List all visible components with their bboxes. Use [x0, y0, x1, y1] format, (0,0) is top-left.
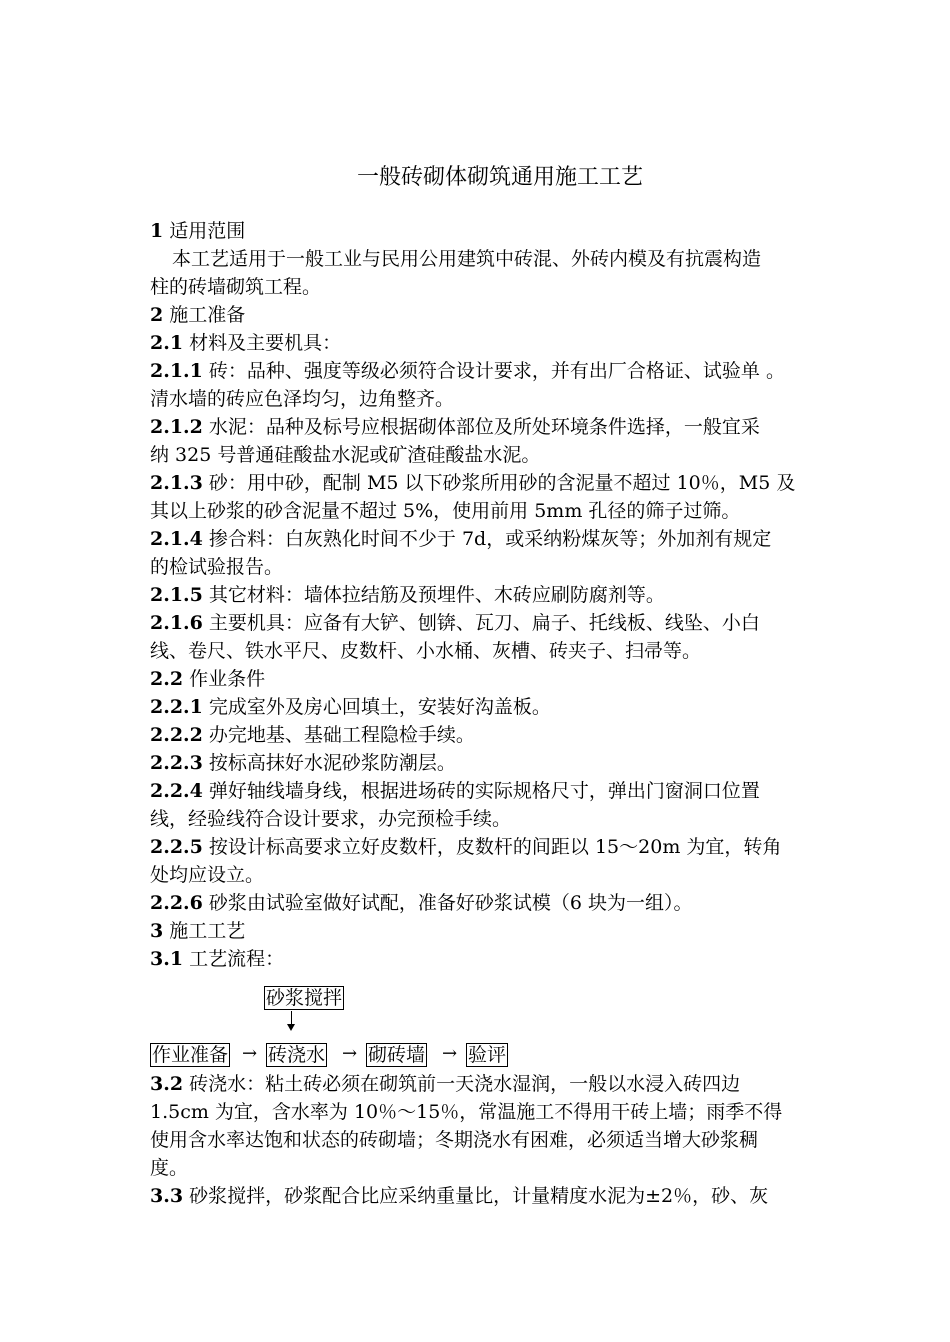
section-number: 3.1: [150, 948, 184, 970]
flow-down-arrow-line: [291, 1011, 292, 1025]
section-number: 1: [150, 220, 164, 242]
line-text: 线，经验线符合设计要求，办完预检手续。: [150, 808, 512, 830]
text-line: [150, 273, 870, 301]
line-text: 砂：用中砂，配制 M5 以下砂浆所用砂的含泥量不超过 10％，M5 及: [202, 472, 796, 494]
section-number: 2.1.1: [150, 360, 203, 382]
section-number: 2.1.5: [150, 584, 203, 606]
section-number: 3.2: [150, 1073, 184, 1095]
text-line: [150, 1154, 870, 1182]
text-line: [172, 245, 892, 273]
line-text: 线、卷尺、铁水平尺、皮数杆、小水桶、灰槽、砖夹子、扫帚等。: [150, 640, 702, 662]
text-line: [150, 1070, 870, 1098]
text-line: [150, 777, 870, 805]
text-line: [150, 413, 870, 441]
text-line: [150, 329, 870, 357]
text-line: [150, 693, 870, 721]
line-text: 使用含水率达饱和状态的砖砌墙；冬期浇水有困难，必须适当增大砂浆稠: [150, 1129, 759, 1151]
line-text: 砖：品种、强度等级必须符合设计要求，并有出厂合格证、试验单 。: [202, 360, 785, 382]
line-text: 办完地基、基础工程隐检手续。: [202, 724, 475, 746]
text-line: [150, 945, 870, 973]
line-text: 的检试验报告。: [150, 556, 284, 578]
line-text: 掺合料：白灰熟化时间不少于 7d，或采纳粉煤灰等；外加剂有规定: [202, 528, 772, 550]
flow-box-mortar-mixing: 砂浆搅拌: [266, 987, 343, 1009]
section-number: 2.1.4: [150, 528, 203, 550]
text-line: [150, 805, 870, 833]
line-text: 砖浇水：粘土砖必须在砌筑前一天浇水湿润，一般以水浸入砖四边: [183, 1073, 741, 1095]
line-text: 纳 325 号普通硅酸盐水泥或矿渣硅酸盐水泥。: [150, 444, 541, 466]
flow-arrow-3: →: [442, 1043, 458, 1064]
section-number: 2.2.2: [150, 724, 203, 746]
text-line: [150, 581, 870, 609]
page-title: 一般砖砌体砌筑通用施工工艺: [356, 165, 643, 190]
line-text: 处均应设立。: [150, 864, 265, 886]
text-line: [150, 441, 870, 469]
line-text: 其以上砂浆的砂含泥量不超过 5%，使用前用 5mm 孔径的筛子过筛。: [150, 500, 741, 522]
section-number: 2.2.1: [150, 696, 203, 718]
line-text: 其它材料：墙体拉结筋及预埋件、木砖应刷防腐剂等。: [202, 584, 665, 606]
section-number: 2.1.3: [150, 472, 203, 494]
text-line: [150, 861, 870, 889]
text-line: [150, 721, 870, 749]
line-text: 完成室外及房心回填土，安装好沟盖板。: [202, 696, 551, 718]
line-text: 本工艺适用于一般工业与民用公用建筑中砖混、外砖内模及有抗震构造: [172, 248, 762, 270]
section-number: 2.2.4: [150, 780, 203, 802]
text-line: [150, 385, 870, 413]
text-line: [150, 749, 870, 777]
line-text: 柱的砖墙砌筑工程。: [150, 276, 322, 298]
section-number: 2: [150, 304, 164, 326]
text-line: [150, 469, 870, 497]
line-text: 清水墙的砖应色泽均匀，边角整齐。: [150, 388, 455, 410]
line-text: 砂浆搅拌，砂浆配合比应采纳重量比，计量精度水泥为±2％，砂、灰: [183, 1185, 769, 1207]
line-text: 度。: [150, 1157, 189, 1179]
text-line: [150, 833, 870, 861]
text-line: [150, 357, 870, 385]
text-line: [150, 1182, 870, 1210]
section-number: 2.1: [150, 332, 184, 354]
text-line: [150, 525, 870, 553]
flow-arrow-1: →: [242, 1043, 258, 1064]
text-line: [150, 217, 870, 245]
line-text: 施工准备: [163, 304, 246, 326]
flow-box-step-3: 砌砖墙: [368, 1044, 426, 1066]
section-number: 2.1.6: [150, 612, 203, 634]
section-number: 3: [150, 920, 164, 942]
line-text: 主要机具：应备有大铲、刨锛、瓦刀、扁子、托线板、线坠、小白: [202, 612, 760, 634]
text-line: [150, 917, 870, 945]
section-number: 2.2.5: [150, 836, 203, 858]
text-line: [150, 637, 870, 665]
text-line: [150, 665, 870, 693]
flow-down-arrow-head: [287, 1024, 295, 1031]
section-number: 2.2: [150, 668, 184, 690]
line-text: 施工工艺: [163, 920, 246, 942]
line-text: 材料及主要机具：: [183, 332, 342, 354]
flow-box-step-1: 作业准备: [152, 1044, 229, 1066]
line-text: 按标高抹好水泥砂浆防潮层。: [202, 752, 456, 774]
flow-arrow-2: →: [342, 1043, 358, 1064]
line-text: 弹好轴线墙身线，根据进场砖的实际规格尺寸，弹出门窗洞口位置: [202, 780, 760, 802]
text-line: [150, 301, 870, 329]
text-line: [150, 609, 870, 637]
text-line: [150, 497, 870, 525]
line-text: 砂浆由试验室做好试配，准备好砂浆试模（6 块为一组）。: [202, 892, 693, 914]
text-line: [150, 553, 870, 581]
line-text: 工艺流程：: [183, 948, 285, 970]
flow-box-step-2: 砖浇水: [268, 1044, 326, 1066]
line-text: 1.5cm 为宜，含水率为 10％～15％，常温施工不得用干砖上墙；雨季不得: [150, 1101, 783, 1123]
text-line: [150, 889, 870, 917]
line-text: 作业条件: [183, 668, 266, 690]
text-line: [150, 1126, 870, 1154]
text-line: [150, 1098, 870, 1126]
section-number: 2.2.3: [150, 752, 203, 774]
section-number: 3.3: [150, 1185, 184, 1207]
section-number: 2.1.2: [150, 416, 203, 438]
line-text: 适用范围: [163, 220, 246, 242]
flow-box-step-4: 验评: [468, 1044, 507, 1066]
line-text: 水泥：品种及标号应根据砌体部位及所处环境条件选择，一般宜采: [202, 416, 760, 438]
line-text: 按设计标高要求立好皮数杆，皮数杆的间距以 15～20m 为宜，转角: [202, 836, 782, 858]
section-number: 2.2.6: [150, 892, 203, 914]
